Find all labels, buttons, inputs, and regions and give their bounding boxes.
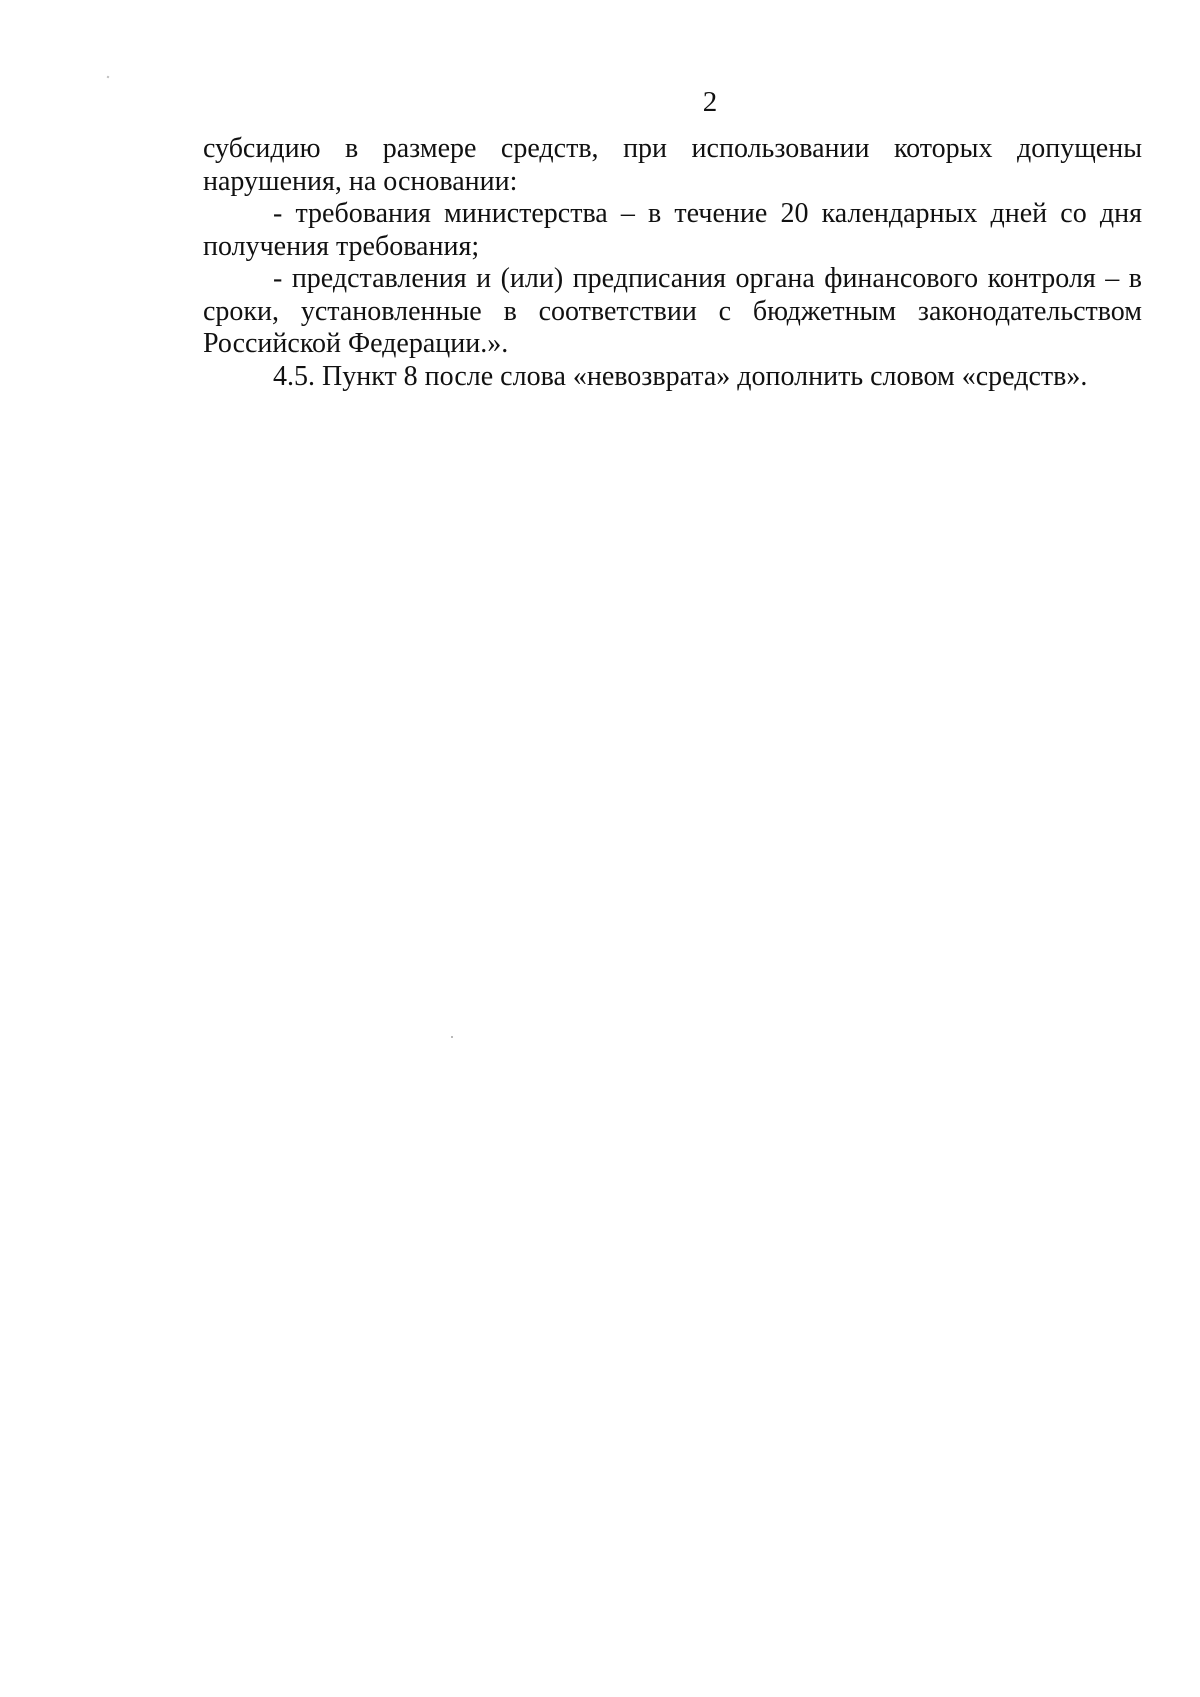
scan-speck	[451, 1036, 453, 1038]
paragraph-subsidy-return: субсидию в размере средств, при использовании которых допущены нарушения, на основании:	[203, 133, 1142, 197]
document-body	[203, 133, 1142, 393]
scan-speck	[107, 76, 110, 79]
paragraph-amendment-4-5: 4.5. Пункт 8 после слова «невозврата» дополнить словом «средств».	[273, 360, 1088, 392]
paragraph-ministry-requirement: - требования министерства – в течение 20 календарных дней со дня получения требования;	[203, 198, 1142, 262]
paragraph-financial-control-order: - представления и (или) предписания органа финансового контроля – в сроки, установленные в соответствии с бюджетным законодательством Российской Федерации.».	[203, 263, 1142, 359]
page-number: 2	[702, 86, 718, 118]
